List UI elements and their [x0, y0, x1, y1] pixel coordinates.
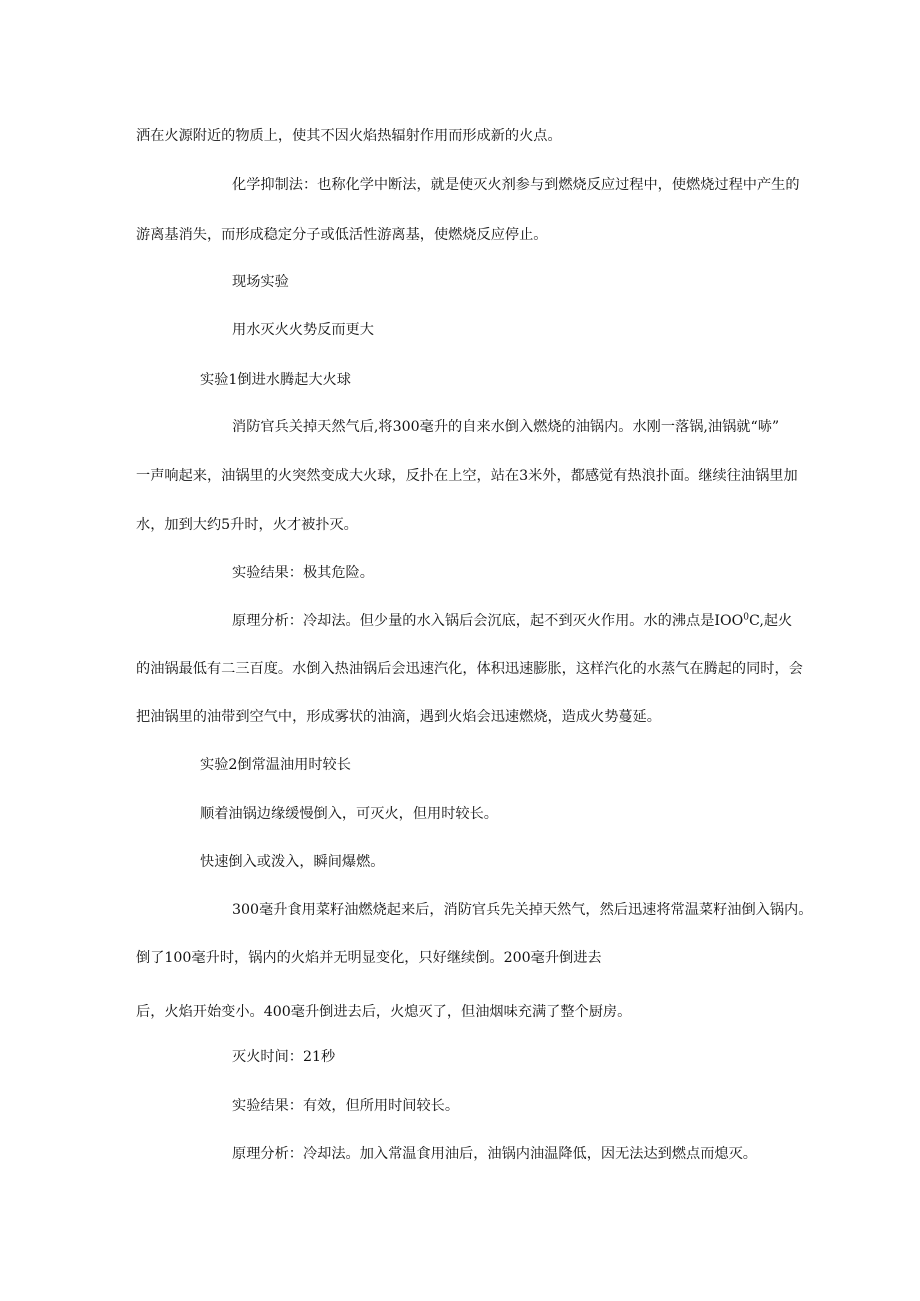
paragraph-line: 实验结果：有效，但所用时间较长。 [232, 1098, 460, 1114]
paragraph-line: 把油锅里的油带到空气中，形成雾状的油滴，遇到火焰会迅速燃烧，造成火势蔓延。 [136, 709, 661, 725]
paragraph-line: 灭火时间：21秒 [232, 1049, 336, 1065]
paragraph-line: 顺着油锅边缘缓慢倒入，可灭火，但用时较长。 [200, 806, 498, 822]
paragraph-line: 游离基消失，而形成稳定分子或低活性游离基，使燃烧反应停止。 [136, 227, 548, 243]
paragraph-line: 快速倒入或泼入，瞬间爆燃。 [200, 854, 385, 870]
paragraph-line: 消防官兵关掉天然气后,将300毫升的自来水倒入燃烧的油锅内。水刚一落锅,油锅就“哧” [232, 419, 780, 435]
paragraph-line: 水，加到大约5升时，火才被扑灭。 [136, 517, 358, 533]
paragraph-line: 的油锅最低有二三百度。水倒入热油锅后会迅速汽化，体积迅速膨胀，这样汽化的水蒸气在腾起的同时，会 [136, 661, 803, 677]
experiment-heading: 实验2倒常温油用时较长 [200, 757, 351, 773]
experiment-heading: 实验1倒进水腾起大火球 [200, 372, 351, 388]
paragraph-line: 化学抑制法：也称化学中断法，就是使灭火剂参与到燃烧反应过程中，使燃烧过程中产生的 [232, 177, 800, 193]
paragraph-line: 实验结果：极其危险。 [232, 565, 374, 581]
paragraph-line: 洒在火源附近的物质上，使其不因火焰热辐射作用而形成新的火点。 [136, 128, 562, 144]
analysis-text: 原理分析：冷却法。但少量的水入锅后会沉底，起不到灭火作用。水的沸点是IOO [232, 613, 744, 629]
paragraph-line: 300毫升食用菜籽油燃烧起来后，消防官兵先关掉天然气，然后迅速将常温菜籽油倒入锅内。 [232, 902, 813, 918]
section-heading: 现场实验 [232, 274, 289, 290]
superscript-degree: 0 [743, 612, 749, 623]
analysis-text-tail: C,起火 [748, 613, 793, 629]
section-subheading: 用水灭火火势反而更大 [232, 322, 374, 338]
paragraph-line: 一声响起来，油锅里的火突然变成大火球，反扑在上空，站在3米外，都感觉有热浪扑面。继续往油锅里加 [136, 468, 798, 484]
paragraph-line: 原理分析：冷却法。加入常温食用油后，油锅内油温降低，因无法达到燃点而熄灭。 [232, 1146, 757, 1162]
paragraph-line [232, 611, 792, 631]
paragraph-line: 后，火焰开始变小。400毫升倒进去后，火熄灭了，但油烟味充满了整个厨房。 [136, 1004, 632, 1020]
paragraph-line: 倒了100毫升时，锅内的火焰并无明显变化，只好继续倒。200毫升倒进去 [136, 950, 602, 966]
